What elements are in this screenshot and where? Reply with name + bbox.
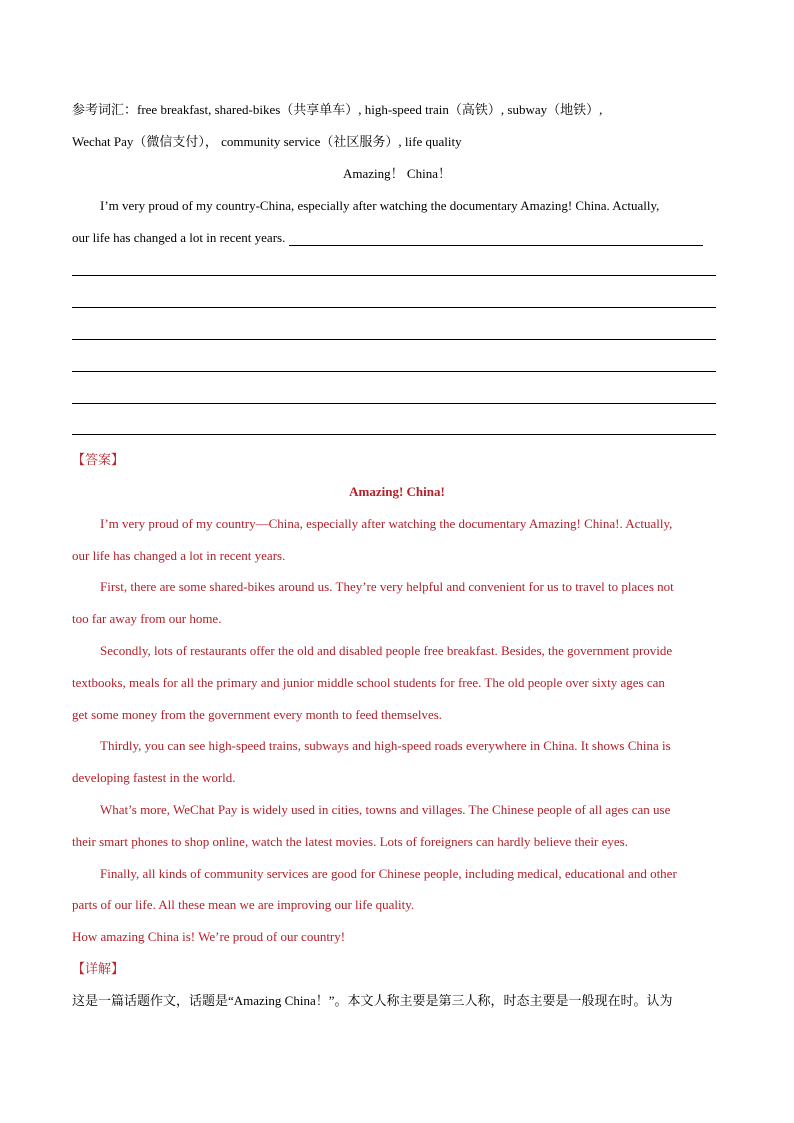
explanation-label: 【详解】 [72, 961, 125, 976]
writing-line[interactable] [72, 275, 716, 276]
prompt-intro-text: our life has changed a lot in recent years. [72, 230, 286, 245]
answer-line: Finally, all kinds of community services are good for Chinese people, including medical, educational and other [100, 866, 677, 881]
answer-line: our life has changed a lot in recent years. [72, 548, 286, 563]
writing-line[interactable] [72, 403, 716, 404]
prompt-intro-line-1: I’m very proud of my country-China, especially after watching the documentary Amazing! China. Actually, [100, 198, 660, 213]
writing-line[interactable] [72, 339, 716, 340]
answer-closing: How amazing China is! We’re proud of our country! [72, 929, 346, 944]
writing-line[interactable] [72, 371, 716, 372]
answer-line: too far away from our home. [72, 611, 222, 626]
answer-line: get some money from the government every month to feed themselves. [72, 707, 443, 722]
answer-label: 【答案】 [72, 452, 125, 467]
answer-line: developing fastest in the world. [72, 770, 236, 785]
answer-title: Amazing! China! [349, 484, 445, 499]
writing-blank-inline[interactable] [289, 233, 703, 246]
answer-line: Thirdly, you can see high-speed trains, subways and high-speed roads everywhere in China. It shows China is [100, 738, 671, 753]
answer-line: textbooks, meals for all the primary and junior middle school students for free. The old people over sixty ages can [72, 675, 665, 690]
answer-line: I’m very proud of my country—China, especially after watching the documentary Amazing! China!. Actually, [100, 516, 673, 531]
answer-line: Secondly, lots of restaurants offer the old and disabled people free breakfast. Besides, the government provide [100, 643, 673, 658]
answer-line: parts of our life. All these mean we are improving our life quality. [72, 897, 415, 912]
explanation-line-1: 这是一篇话题作文，话题是“Amazing China！”。本文人称主要是第三人称，时态主要是一般现在时。认为 [72, 993, 673, 1008]
vocab-line-2: Wechat Pay（微信支付）， community service（社区服务）, life quality [72, 134, 462, 149]
vocab-line-1: 参考词汇：free breakfast, shared-bikes（共享单车）, high-speed train（高铁）, subway（地铁）, [72, 102, 603, 117]
answer-line: their smart phones to shop online, watch the latest movies. Lots of foreigners can hardly believe their eyes. [72, 834, 628, 849]
answer-line: What’s more, WeChat Pay is widely used in cities, towns and villages. The Chinese people of all ages can use [100, 802, 671, 817]
prompt-intro-line-2 [72, 230, 722, 246]
writing-line[interactable] [72, 434, 716, 435]
prompt-title: Amazing！ China！ [343, 166, 451, 181]
writing-line[interactable] [72, 307, 716, 308]
answer-line: First, there are some shared-bikes around us. They’re very helpful and convenient for us to travel to places not [100, 579, 674, 594]
